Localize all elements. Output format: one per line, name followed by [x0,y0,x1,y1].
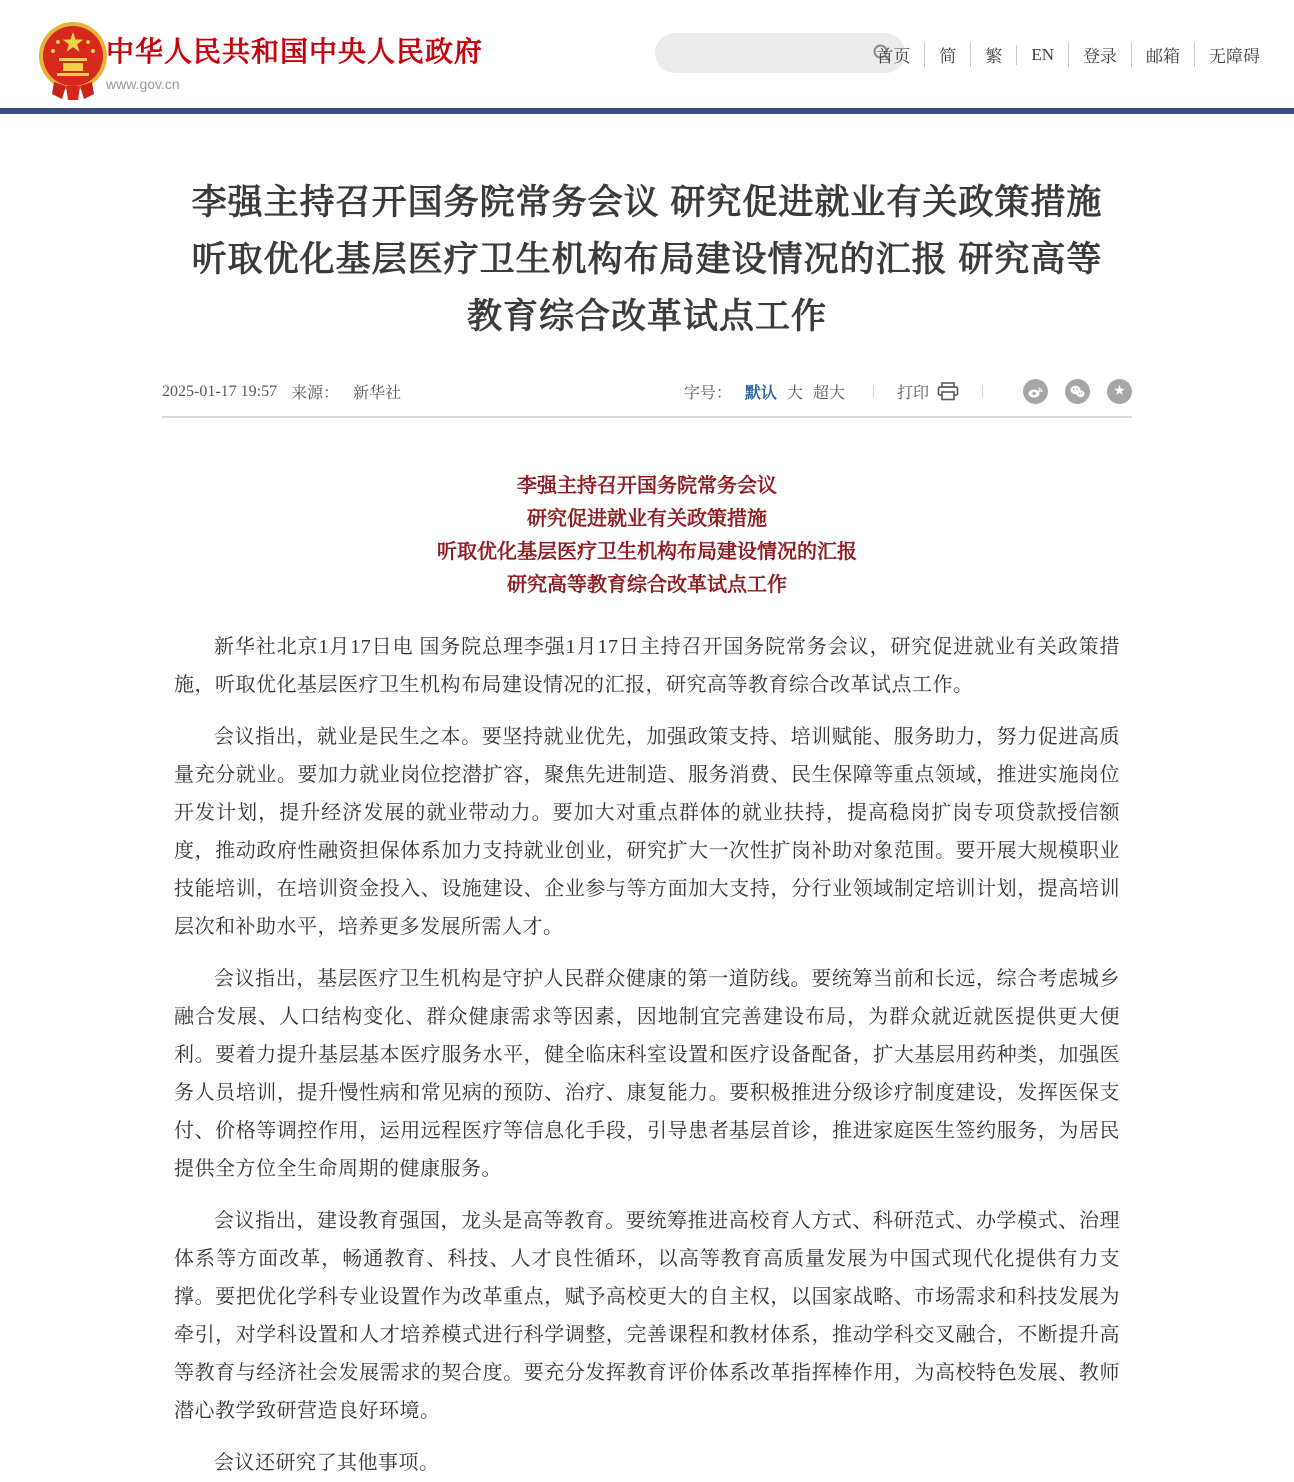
font-size-default-button[interactable]: 默认 [744,385,777,402]
header-divider-bar [0,108,1294,114]
source-label: 来源： [291,385,340,402]
nav-item-traditional[interactable]: 繁 [970,42,1016,67]
subtitle-line: 李强主持召开国务院常务会议 [517,475,777,497]
search-input[interactable] [655,33,905,73]
font-size-label: 字号： [683,385,732,402]
site-brand [106,30,483,92]
site-header [0,0,1294,108]
share-icons-group [1006,379,1132,404]
source-value: 新华社 [353,385,402,402]
article-meta-left [162,380,415,403]
nav-item-simplified[interactable]: 简 [924,42,970,67]
nav-item-login[interactable]: 登录 [1068,42,1131,67]
meta-separator: | [980,383,984,399]
print-label: 打印 [896,385,929,402]
favorite-share-icon[interactable]: ★ [1107,379,1132,404]
top-nav [876,42,1260,67]
subtitle-line: 研究促进就业有关政策措施 [527,508,767,530]
article-paragraph: 会议指出，就业是民生之本。要坚持就业优先，加强政策支持、培训赋能、服务助力，努力促进高质量充分就业。要加力就业岗位挖潜扩容，聚焦先进制造、服务消费、民生保障等重点领域，推进实施岗位开发计划，提升经济发展的就业带动力。要加大对重点群体的就业扶持，提高稳岗扩岗专项贷款授信额度，推动政府性融资担保体系加力支持就业创业，研究扩大一次性扩岗补助对象范围。要开展大规模职业技能培训，在培训资金投入、设施建设、企业参与等方面加大支持，分行业领域制定培训计划，提高培训层次和补助水平，培养更多发展所需人才。 [174,726,1120,938]
subtitle-line: 研究高等教育综合改革试点工作 [507,574,787,596]
font-size-large-button[interactable]: 大 [786,385,803,402]
wechat-share-icon[interactable] [1065,379,1090,404]
nav-item-home[interactable]: 首页 [876,47,911,66]
article-meta-right [684,379,1132,404]
nav-item-english[interactable]: EN [1016,45,1068,65]
site-url: www.gov.cn [106,76,180,92]
printer-icon [937,382,959,401]
article-paragraph: 会议指出，建设教育强国，龙头是高等教育。要统筹推进高校育人方式、科研范式、办学模式、治理体系等方面改革，畅通教育、科技、人才良性循环，以高等教育高质量发展为中国式现代化提供有力支撑。要把优化学科专业设置作为改革重点，赋予高校更大的自主权，以国家战略、市场需求和科技发展为牵引，对学科设置和人才培养模式进行科学调整，完善课程和教材体系，推动学科交叉融合，不断提升高等教育与经济社会发展需求的契合度。要充分发挥教育评价体系改革指挥棒作用，为高校特色发展、教师潜心教学致研营造良好环境。 [174,1210,1120,1422]
font-size-xlarge-button[interactable]: 超大 [812,385,845,402]
nav-item-mailbox[interactable]: 邮箱 [1131,42,1194,67]
weibo-share-icon[interactable] [1023,379,1048,404]
article-meta-row [162,379,1132,418]
publish-datetime: 2025-01-17 19:57 [162,382,278,400]
site-title: 中华人民共和国中央人民政府 [106,36,484,67]
article-body [174,628,1120,1482]
article-paragraph: 会议还研究了其他事项。 [214,1452,440,1474]
national-emblem-icon [38,20,108,100]
print-button[interactable] [897,380,959,403]
article-paragraph: 会议指出，基层医疗卫生机构是守护人民群众健康的第一道防线。要统筹当前和长远，综合考虑城乡融合发展、人口结构变化、群众健康需求等因素，因地制宜完善建设布局，为群众就近就医提供更大便利。要着力提升基层基本医疗服务水平，健全临床科室设置和医疗设备配备，扩大基层用药种类，加强医务人员培训，提升慢性病和常见病的预防、治疗、康复能力。要积极推进分级诊疗制度建设，发挥医保支付、价格等调控作用，运用远程医疗等信息化手段，引导患者基层首诊，推进家庭医生签约服务，为居民提供全方位全生命周期的健康服务。 [174,968,1120,1180]
meta-separator: | [871,383,875,399]
article-paragraph: 新华社北京1月17日电 国务院总理李强1月17日主持召开国务院常务会议，研究促进就业有关政策措施，听取优化基层医疗卫生机构布局建设情况的汇报，研究高等教育综合改革试点工作。 [174,636,1120,696]
article-container [162,174,1132,1482]
subtitle-line: 听取优化基层医疗卫生机构布局建设情况的汇报 [437,541,857,563]
article-subtitle-block [162,470,1132,602]
nav-item-accessibility[interactable]: 无障碍 [1194,42,1260,67]
page-title: 李强主持召开国务院常务会议 研究促进就业有关政策措施 听取优化基层医疗卫生机构布局建设情况的汇报 研究高等教育综合改革试点工作 [191,183,1103,336]
